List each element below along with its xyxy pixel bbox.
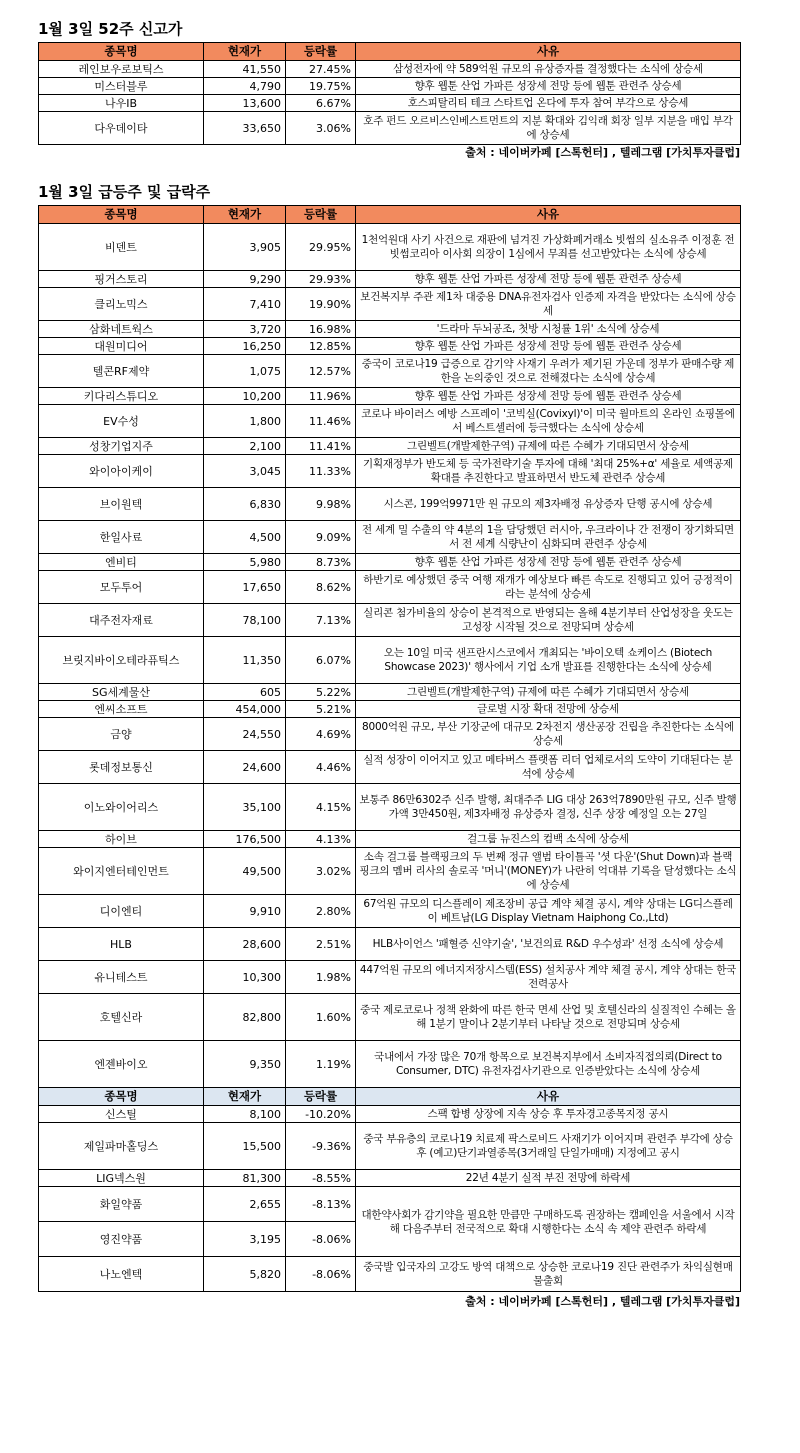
change-rate-cell: 19.75% (286, 78, 356, 95)
table-row (39, 438, 741, 455)
price-cell: 16,250 (204, 338, 286, 355)
stock-name-cell: 와이아이케이 (39, 455, 204, 488)
reason-cell: 시스콘, 199억9971만 원 규모의 제3자배정 유상증자 단행 공시에 상승세 (356, 488, 741, 521)
price-cell: 2,655 (204, 1187, 286, 1222)
table-row (39, 288, 741, 321)
change-rate-cell: 3.06% (286, 112, 356, 145)
stock-name-cell: 다우데이타 (39, 112, 204, 145)
change-rate-cell: 4.15% (286, 784, 356, 831)
stock-name-cell: 디이엔티 (39, 895, 204, 928)
stock-name-cell: 성창기업지주 (39, 438, 204, 455)
reason-cell: 하반기로 예상했던 중국 여행 재개가 예상보다 빠른 속도로 진행되고 있어 긍정적이라는 분석에 상승세 (356, 571, 741, 604)
table-row (39, 1041, 741, 1088)
price-cell: 82,800 (204, 994, 286, 1041)
stock-name-cell: 금양 (39, 718, 204, 751)
stock-name-cell: 이노와이어리스 (39, 784, 204, 831)
price-cell: 5,980 (204, 554, 286, 571)
table-row (39, 604, 741, 637)
stock-name-cell: 미스터블루 (39, 78, 204, 95)
header-price: 현재가 (204, 43, 286, 61)
stock-name-cell: 모두투어 (39, 571, 204, 604)
change-rate-cell: 2.51% (286, 928, 356, 961)
reason-cell: 향후 웹툰 산업 가파른 성장세 전망 등에 웹툰 관련주 상승세 (356, 271, 741, 288)
reason-cell: 1천억원대 사기 사건으로 재판에 넘겨진 가상화폐거래소 빗썸의 실소유주 이정훈 전 빗썸코리아 이사회 의장이 1심에서 무죄를 선고받았다는 소식에 상승세 (356, 224, 741, 271)
change-rate-cell: 1.60% (286, 994, 356, 1041)
change-rate-cell: -8.06% (286, 1222, 356, 1257)
reason-cell: 중국 부유층의 코로나19 치료제 팍스로비드 사재기가 이어지며 관련주 부각에 상승 후 (예고)단기과열종목(3거래일 단일가매매) 지정예고 공시 (356, 1123, 741, 1170)
price-cell: 9,350 (204, 1041, 286, 1088)
reason-cell: 향후 웹툰 산업 가파른 성장세 전망 등에 웹툰 관련주 상승세 (356, 338, 741, 355)
change-rate-cell: 9.09% (286, 521, 356, 554)
change-rate-cell: 16.98% (286, 321, 356, 338)
reason-cell: 국내에서 가장 많은 70개 항목으로 보건복지부에서 소비자직접의뢰(Direct to Consumer, DTC) 유전자검사기관으로 인증받았다는 소식에 상승세 (356, 1041, 741, 1088)
stock-name-cell: 브이원텍 (39, 488, 204, 521)
change-rate-cell: 29.93% (286, 271, 356, 288)
table-row (39, 355, 741, 388)
change-rate-cell: 11.46% (286, 405, 356, 438)
price-cell: 4,790 (204, 78, 286, 95)
stock-name-cell: 텔콘RF제약 (39, 355, 204, 388)
stock-name-cell: 와이지엔터테인먼트 (39, 848, 204, 895)
table-row (39, 637, 741, 684)
change-rate-cell: 11.41% (286, 438, 356, 455)
change-rate-cell: 19.90% (286, 288, 356, 321)
table-row (39, 784, 741, 831)
header-reason: 사유 (356, 43, 741, 61)
table-row (39, 521, 741, 554)
table-header-row (39, 43, 741, 61)
price-cell: 2,100 (204, 438, 286, 455)
losers-header-body (39, 1088, 741, 1106)
change-rate-cell: -10.20% (286, 1106, 356, 1123)
table-row (39, 554, 741, 571)
table-row (39, 1170, 741, 1187)
price-cell: 3,045 (204, 455, 286, 488)
reason-cell: 중국 제로코로나 정책 완화에 따른 한국 면세 산업 및 호텔신라의 실질적인 수혜는 올해 1분기 말이나 2분기부터 나타날 것으로 전망되며 상승세 (356, 994, 741, 1041)
stock-name-cell: 롯데정보통신 (39, 751, 204, 784)
stock-name-cell: LIG넥스원 (39, 1170, 204, 1187)
movers-table (38, 205, 741, 1292)
reason-cell: 보통주 86만6302주 신주 발행, 최대주주 LIG 대상 263억7890만원 규모, 신주 발행가액 3만450원, 제3자배정 유상증자 결정, 신주 상장 예정일 오는 27일 (356, 784, 741, 831)
table-row (39, 994, 741, 1041)
change-rate-cell: -8.13% (286, 1187, 356, 1222)
table-row (39, 78, 741, 95)
price-cell: 28,600 (204, 928, 286, 961)
reason-cell: 대한약사회가 감기약을 필요한 만큼만 구매하도록 권장하는 캠페인을 서울에서 시작해 다음주부터 전국적으로 확대 시행한다는 소식 속 제약 관련주 하락세 (356, 1187, 741, 1257)
price-cell: 33,650 (204, 112, 286, 145)
change-rate-cell: 6.67% (286, 95, 356, 112)
reason-cell: 글로벌 시장 확대 전망에 상승세 (356, 701, 741, 718)
change-rate-cell: 6.07% (286, 637, 356, 684)
table-row (39, 224, 741, 271)
reason-cell: 22년 4분기 실적 부진 전망에 하락세 (356, 1170, 741, 1187)
stock-name-cell: 나우IB (39, 95, 204, 112)
table-row (39, 405, 741, 438)
table-row (39, 718, 741, 751)
stock-name-cell: EV수성 (39, 405, 204, 438)
section2-title: 1월 3일 급등주 및 급락주 (38, 183, 211, 201)
price-cell: 6,830 (204, 488, 286, 521)
reason-cell: 447억원 규모의 에너지저장시스템(ESS) 설치공사 계약 체결 공시, 계약 상대는 한국전력공사 (356, 961, 741, 994)
table-header-row (39, 206, 741, 224)
price-cell: 11,350 (204, 637, 286, 684)
header-price: 현재가 (204, 206, 286, 224)
change-rate-cell: 12.85% (286, 338, 356, 355)
change-rate-cell: -8.06% (286, 1257, 356, 1292)
reason-cell: 오는 10일 미국 샌프란시스코에서 개최되는 '바이오텍 쇼케이스 (Biotech Showcase 2023)' 행사에서 기업 소개 발표를 진행한다는 소식에 상승세 (356, 637, 741, 684)
price-cell: 41,550 (204, 61, 286, 78)
change-rate-cell: -8.55% (286, 1170, 356, 1187)
price-cell: 3,720 (204, 321, 286, 338)
reason-cell: 향후 웹툰 산업 가파른 성장세 전망 등에 웹툰 관련주 상승세 (356, 388, 741, 405)
reason-cell: 실적 성장이 이어지고 있고 메타버스 플랫폼 리더 업체로서의 도약이 기대된다는 분석에 상승세 (356, 751, 741, 784)
price-cell: 9,290 (204, 271, 286, 288)
source-note: 출처 : 네이버카페 [스톡헌터] , 텔레그램 [가치투자클럽] (465, 146, 740, 159)
price-cell: 24,600 (204, 751, 286, 784)
stock-name-cell: 삼화네트웍스 (39, 321, 204, 338)
stock-name-cell: 한일사료 (39, 521, 204, 554)
table-row (39, 928, 741, 961)
header-rate: 등락률 (286, 43, 356, 61)
stock-name-cell: 레인보우로보틱스 (39, 61, 204, 78)
change-rate-cell: 11.33% (286, 455, 356, 488)
table-row (39, 895, 741, 928)
section1-title: 1월 3일 52주 신고가 (38, 20, 183, 38)
losers-header-row (39, 1088, 741, 1106)
change-rate-cell: 8.62% (286, 571, 356, 604)
reason-cell: 8000억원 규모, 부산 기장군에 대규모 2차전지 생산공장 건립을 추진한다는 소식에 상승세 (356, 718, 741, 751)
reason-cell: 기획재정부가 반도체 등 국가전략기술 투자에 대해 '최대 25%+α' 세율로 세액공제 확대를 추진한다고 발표하면서 반도체 관련주 상승세 (356, 455, 741, 488)
price-cell: 454,000 (204, 701, 286, 718)
change-rate-cell: 12.57% (286, 355, 356, 388)
stock-name-cell: HLB (39, 928, 204, 961)
change-rate-cell: 11.96% (286, 388, 356, 405)
stock-name-cell: 비덴트 (39, 224, 204, 271)
change-rate-cell: 27.45% (286, 61, 356, 78)
header-rate: 등락률 (286, 1088, 356, 1106)
stock-name-cell: 화일약품 (39, 1187, 204, 1222)
stock-name-cell: 대주전자재료 (39, 604, 204, 637)
change-rate-cell: 8.73% (286, 554, 356, 571)
table-row (39, 571, 741, 604)
stock-name-cell: SG세계물산 (39, 684, 204, 701)
price-cell: 35,100 (204, 784, 286, 831)
source-note: 출처 : 네이버카페 [스톡헌터] , 텔레그램 [가치투자클럽] (465, 1295, 740, 1308)
change-rate-cell: -9.36% (286, 1123, 356, 1170)
price-cell: 49,500 (204, 848, 286, 895)
reason-cell: 삼성전자에 약 589억원 규모의 유상증자를 결정했다는 소식에 상승세 (356, 61, 741, 78)
table-row (39, 1187, 741, 1222)
change-rate-cell: 4.13% (286, 831, 356, 848)
reason-cell: 향후 웹툰 산업 가파른 성장세 전망 등에 웹툰 관련주 상승세 (356, 78, 741, 95)
header-name: 종목명 (39, 43, 204, 61)
stock-name-cell: 엔젠바이오 (39, 1041, 204, 1088)
price-cell: 4,500 (204, 521, 286, 554)
table-row (39, 1123, 741, 1170)
header-reason: 사유 (356, 206, 741, 224)
table-row (39, 61, 741, 78)
reason-cell: 실리콘 첨가비율의 상승이 본격적으로 반영되는 올해 4분기부터 산업성장을 웃도는 고성장 시작될 것으로 전망되며 상승세 (356, 604, 741, 637)
change-rate-cell: 4.69% (286, 718, 356, 751)
change-rate-cell: 3.02% (286, 848, 356, 895)
table-row (39, 271, 741, 288)
reason-cell: 호주 펀드 오르비스인베스트먼트의 지분 확대와 김익래 회장 일부 지분을 매입 부각에 상승세 (356, 112, 741, 145)
price-cell: 78,100 (204, 604, 286, 637)
reason-cell: 중국이 코로나19 급증으로 감기약 사재기 우려가 제기된 가운데 정부가 판매수량 제한을 논의중인 것으로 전해졌다는 소식에 상승세 (356, 355, 741, 388)
table-row (39, 831, 741, 848)
table-row (39, 388, 741, 405)
stock-name-cell: 엔씨소프트 (39, 701, 204, 718)
stock-name-cell: 영진약품 (39, 1222, 204, 1257)
table-row (39, 455, 741, 488)
reason-cell: '드라마 두뇌공조, 첫방 시청률 1위' 소식에 상승세 (356, 321, 741, 338)
table-row (39, 112, 741, 145)
stock-name-cell: 대원미디어 (39, 338, 204, 355)
reason-cell: 중국발 입국자의 고강도 방역 대책으로 상승한 코로나19 진단 관련주가 차익실현매물출회 (356, 1257, 741, 1292)
price-cell: 81,300 (204, 1170, 286, 1187)
price-cell: 5,820 (204, 1257, 286, 1292)
table-row (39, 701, 741, 718)
header-reason: 사유 (356, 1088, 741, 1106)
stock-name-cell: 엔비티 (39, 554, 204, 571)
header-rate: 등락률 (286, 206, 356, 224)
price-cell: 7,410 (204, 288, 286, 321)
price-cell: 8,100 (204, 1106, 286, 1123)
table-row (39, 1257, 741, 1292)
stock-name-cell: 클리노믹스 (39, 288, 204, 321)
change-rate-cell: 1.98% (286, 961, 356, 994)
header-name: 종목명 (39, 1088, 204, 1106)
reason-cell: 호스피탈리티 테크 스타트업 온다에 투자 참여 부각으로 상승세 (356, 95, 741, 112)
stock-name-cell: 키다리스튜디오 (39, 388, 204, 405)
reason-cell: 그린벨트(개발제한구역) 규제에 따른 수혜가 기대되면서 상승세 (356, 684, 741, 701)
change-rate-cell: 5.22% (286, 684, 356, 701)
reason-cell: HLB사이언스 '패혈증 신약기술', '보건의료 R&D 우수성과' 선정 소식에 상승세 (356, 928, 741, 961)
price-cell: 1,800 (204, 405, 286, 438)
stock-name-cell: 브릿지바이오테라퓨틱스 (39, 637, 204, 684)
change-rate-cell: 4.46% (286, 751, 356, 784)
page (0, 20, 800, 1453)
stock-name-cell: 나노엔텍 (39, 1257, 204, 1292)
stock-name-cell: 유니테스트 (39, 961, 204, 994)
price-cell: 10,300 (204, 961, 286, 994)
price-cell: 17,650 (204, 571, 286, 604)
change-rate-cell: 2.80% (286, 895, 356, 928)
table-row (39, 321, 741, 338)
stock-name-cell: 신스틸 (39, 1106, 204, 1123)
table-row (39, 848, 741, 895)
header-price: 현재가 (204, 1088, 286, 1106)
table-row (39, 488, 741, 521)
reason-cell: 그린벨트(개발제한구역) 규제에 따른 수혜가 기대되면서 상승세 (356, 438, 741, 455)
price-cell: 10,200 (204, 388, 286, 405)
table-row (39, 751, 741, 784)
price-cell: 1,075 (204, 355, 286, 388)
price-cell: 13,600 (204, 95, 286, 112)
reason-cell: 보건복지부 주관 제1차 대중용 DNA유전자검사 인증제 자격을 받았다는 소식에 상승세 (356, 288, 741, 321)
stock-name-cell: 하이브 (39, 831, 204, 848)
table-row (39, 95, 741, 112)
table-row (39, 1106, 741, 1123)
change-rate-cell: 1.19% (286, 1041, 356, 1088)
table-row (39, 961, 741, 994)
change-rate-cell: 29.95% (286, 224, 356, 271)
price-cell: 176,500 (204, 831, 286, 848)
price-cell: 3,195 (204, 1222, 286, 1257)
reason-cell: 스팩 합병 상장에 지속 상승 후 투자경고종목지정 공시 (356, 1106, 741, 1123)
price-cell: 24,550 (204, 718, 286, 751)
table-body (39, 61, 741, 145)
table-row (39, 684, 741, 701)
header-name: 종목명 (39, 206, 204, 224)
reason-cell: 코로나 바이러스 예방 스프레이 '코빅실(Covixyl)'이 미국 월마트의 온라인 쇼핑몰에서 베스트셀러에 등극했다는 소식에 상승세 (356, 405, 741, 438)
reason-cell: 67억원 규모의 디스플레이 제조장비 공급 계약 체결 공시, 계약 상대는 LG디스플레이 베트남(LG Display Vietnam Haiphong Co.,Ltd) (356, 895, 741, 928)
reason-cell: 소속 걸그룹 블랙핑크의 두 번째 정규 앨범 타이틀곡 '셧 다운'(Shut Down)과 블랙핑크의 멤버 리사의 솔로곡 '머니'(MONEY)가 나란히 억대뷰 기록을 달성했다는 소식에 상승세 (356, 848, 741, 895)
change-rate-cell: 5.21% (286, 701, 356, 718)
reason-cell: 전 세계 밀 수출의 약 4분의 1을 담당했던 러시아, 우크라이나 간 전쟁이 장기화되면서 전 세계 식량난이 심화되며 관련주 상승세 (356, 521, 741, 554)
price-cell: 9,910 (204, 895, 286, 928)
stock-name-cell: 호텔신라 (39, 994, 204, 1041)
change-rate-cell: 9.98% (286, 488, 356, 521)
reason-cell: 향후 웹툰 산업 가파른 성장세 전망 등에 웹툰 관련주 상승세 (356, 554, 741, 571)
reason-cell: 걸그룹 뉴진스의 컴백 소식에 상승세 (356, 831, 741, 848)
table-row (39, 338, 741, 355)
price-cell: 3,905 (204, 224, 286, 271)
gainers-body (39, 224, 741, 1088)
change-rate-cell: 7.13% (286, 604, 356, 637)
price-cell: 605 (204, 684, 286, 701)
high-52week-table (38, 42, 741, 145)
price-cell: 15,500 (204, 1123, 286, 1170)
losers-body (39, 1106, 741, 1292)
stock-name-cell: 핑거스토리 (39, 271, 204, 288)
stock-name-cell: 제일파마홀딩스 (39, 1123, 204, 1170)
